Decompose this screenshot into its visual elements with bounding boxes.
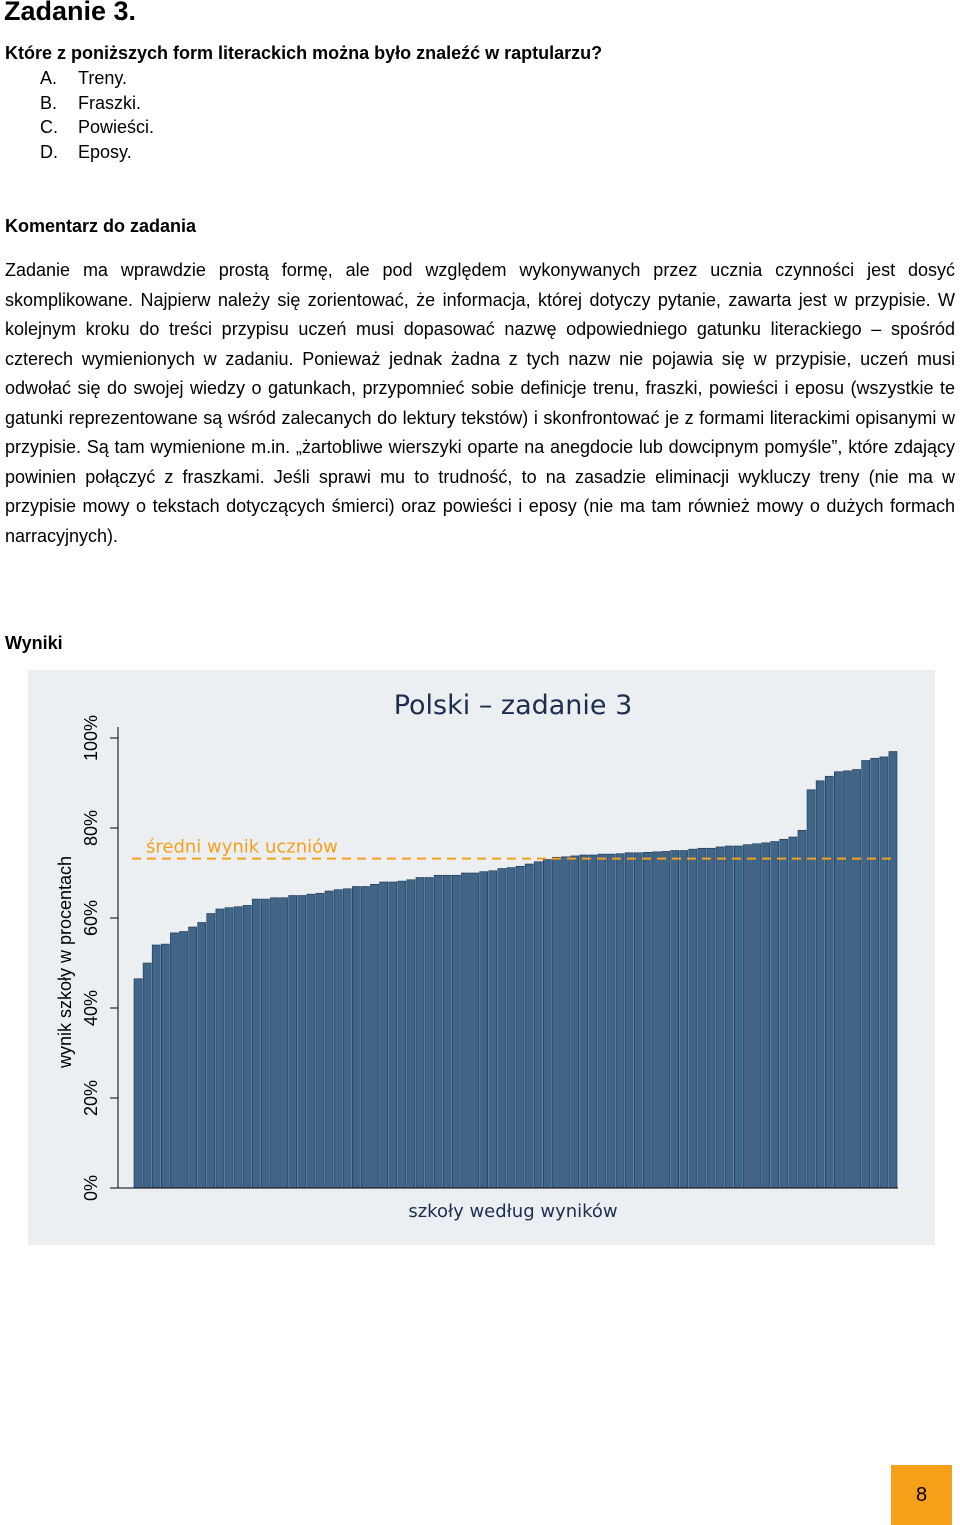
- bar: [871, 758, 879, 1188]
- bar: [225, 908, 233, 1188]
- option-c: [40, 115, 154, 140]
- bar: [834, 772, 842, 1188]
- page-title: Zadanie 3.: [4, 0, 137, 26]
- y-tick-label: 60%: [81, 899, 101, 937]
- y-tick-label: 100%: [81, 714, 101, 762]
- bar: [507, 868, 515, 1188]
- bar: [853, 770, 861, 1189]
- bar: [471, 873, 479, 1188]
- option-text: Fraszki.: [78, 92, 141, 113]
- bar: [525, 864, 533, 1188]
- bar: [161, 944, 169, 1188]
- bars: [134, 752, 897, 1189]
- page-number: 8: [891, 1465, 952, 1525]
- bar: [280, 898, 288, 1188]
- bar: [843, 771, 851, 1188]
- y-axis-label: wynik szkoły w procentach: [55, 855, 75, 1069]
- bar: [261, 899, 269, 1188]
- bar: [325, 891, 333, 1188]
- bar: [480, 872, 488, 1188]
- bar: [589, 855, 597, 1188]
- bar: [798, 830, 806, 1188]
- y-tick-label: 40%: [81, 989, 101, 1027]
- bar: [752, 844, 760, 1188]
- bar: [707, 848, 715, 1188]
- bar: [489, 871, 497, 1188]
- bar: [889, 752, 897, 1189]
- bar: [862, 761, 870, 1189]
- bar: [671, 851, 679, 1189]
- option-text: Eposy.: [78, 141, 132, 162]
- y-tick-label: 80%: [81, 809, 101, 847]
- option-a: [40, 66, 154, 91]
- bar: [607, 854, 615, 1188]
- bar: [598, 854, 606, 1188]
- bar: [643, 852, 651, 1188]
- bar: [189, 927, 197, 1188]
- bar: [134, 979, 142, 1188]
- answer-options: [40, 66, 154, 164]
- bar: [634, 853, 642, 1188]
- bar: [880, 757, 888, 1188]
- bar: [434, 875, 442, 1188]
- bar: [343, 889, 351, 1188]
- comment-body: Zadanie ma wprawdzie prostą formę, ale pod względem wykonywanych przez ucznia czynności jest dosyć skomplikowane. Najpierw należy się zorientować, że informacja, której dotyczy pytanie, zawarta jest w przypisie. W kolejnym kroku do treści przypisu uczeń musi dopasować nazwę odpowiedniego gatunku literackiego – spośród czterech wymienionych w zadaniu. Ponieważ jednak żadna z tych nazw nie pojawia się w przypisie, uczeń musi odwołać się do swojej wiedzy o gatunkach, przypomnieć sobie definicje trenu, fraszki, powieści i eposu (wszystkie te gatunki reprezentowane są wśród zalecanych do lektury tekstów) i skonfrontować je z formami literackimi opisanymi w przypisie. Są tam wymienione m.in. „żartobliwe wierszyki oparte na anegdocie lub dowcipnym pomyśle”, które zdający powinien połączyć z fraszkami. Jeśli sprawi mu to trudność, to na zasadzie eliminacji wykluczy treny (nie ma w przypisie mowy o tekstach dotyczących śmierci) oraz powieści i eposy (nie ma tam również mowy o dużych formach narracyjnych).: [5, 260, 955, 546]
- bar: [143, 963, 151, 1188]
- bar: [734, 846, 742, 1188]
- bar: [198, 923, 206, 1189]
- bar: [216, 909, 224, 1188]
- bar: [652, 852, 660, 1188]
- results-chart: [28, 670, 935, 1245]
- bar: [616, 854, 624, 1188]
- y-tick-label: 20%: [81, 1079, 101, 1117]
- results-heading: Wyniki: [5, 633, 63, 653]
- bar: [307, 894, 315, 1188]
- bar: [452, 875, 460, 1188]
- bar: [443, 875, 451, 1188]
- bar: [498, 869, 506, 1189]
- comment-heading: Komentarz do zadania: [5, 216, 197, 236]
- bar: [825, 776, 833, 1188]
- bar: [252, 899, 260, 1188]
- y-tick-label: 0%: [81, 1174, 101, 1202]
- bar: [380, 882, 388, 1188]
- bar: [179, 932, 187, 1189]
- bar: [425, 878, 433, 1189]
- chart-title: Polski – zadanie 3: [393, 690, 633, 721]
- option-letter: A.: [40, 68, 58, 88]
- bar: [771, 842, 779, 1189]
- y-ticks: [81, 715, 118, 1201]
- bar: [416, 878, 424, 1189]
- bar: [334, 890, 342, 1188]
- chart-canvas: [28, 670, 935, 1245]
- option-b: [40, 91, 154, 116]
- bar: [234, 907, 242, 1188]
- bar: [816, 781, 824, 1188]
- option-letter: D.: [40, 141, 58, 162]
- bar: [625, 853, 633, 1188]
- bar: [552, 857, 560, 1188]
- bar: [407, 880, 415, 1188]
- bar: [743, 845, 751, 1188]
- bar: [725, 846, 733, 1188]
- bar: [680, 851, 688, 1189]
- option-d: [40, 140, 154, 165]
- bar: [170, 933, 178, 1188]
- bar: [389, 882, 397, 1188]
- bar: [207, 914, 215, 1189]
- question-text: Które z poniższych form literackich można było znaleźć w raptularzu?: [5, 43, 603, 63]
- option-letter: B.: [40, 92, 58, 113]
- bar: [289, 896, 297, 1189]
- option-text: Powieści.: [78, 117, 155, 137]
- option-letter: C.: [40, 117, 58, 137]
- bar: [561, 857, 569, 1188]
- bar: [571, 856, 579, 1188]
- bar: [780, 839, 788, 1188]
- bar: [243, 905, 251, 1188]
- bar: [398, 881, 406, 1188]
- bar: [662, 851, 670, 1188]
- average-label: średni wynik uczniów: [146, 836, 338, 858]
- bar: [152, 945, 160, 1188]
- bar: [361, 887, 369, 1189]
- bar: [270, 898, 278, 1188]
- bar: [516, 866, 524, 1188]
- option-text: Treny.: [78, 68, 128, 88]
- bar: [762, 843, 770, 1188]
- bar: [789, 837, 797, 1188]
- bar: [352, 887, 360, 1189]
- bar: [298, 896, 306, 1189]
- bar: [461, 873, 469, 1188]
- bar: [716, 847, 724, 1188]
- bar: [543, 860, 551, 1189]
- bar: [580, 855, 588, 1188]
- bar: [316, 893, 324, 1188]
- bar: [698, 848, 706, 1188]
- bar: [370, 884, 378, 1188]
- bar: [807, 790, 815, 1188]
- bar: [689, 849, 697, 1188]
- bar: [534, 862, 542, 1188]
- x-axis-label: szkoły według wyników: [408, 1201, 618, 1222]
